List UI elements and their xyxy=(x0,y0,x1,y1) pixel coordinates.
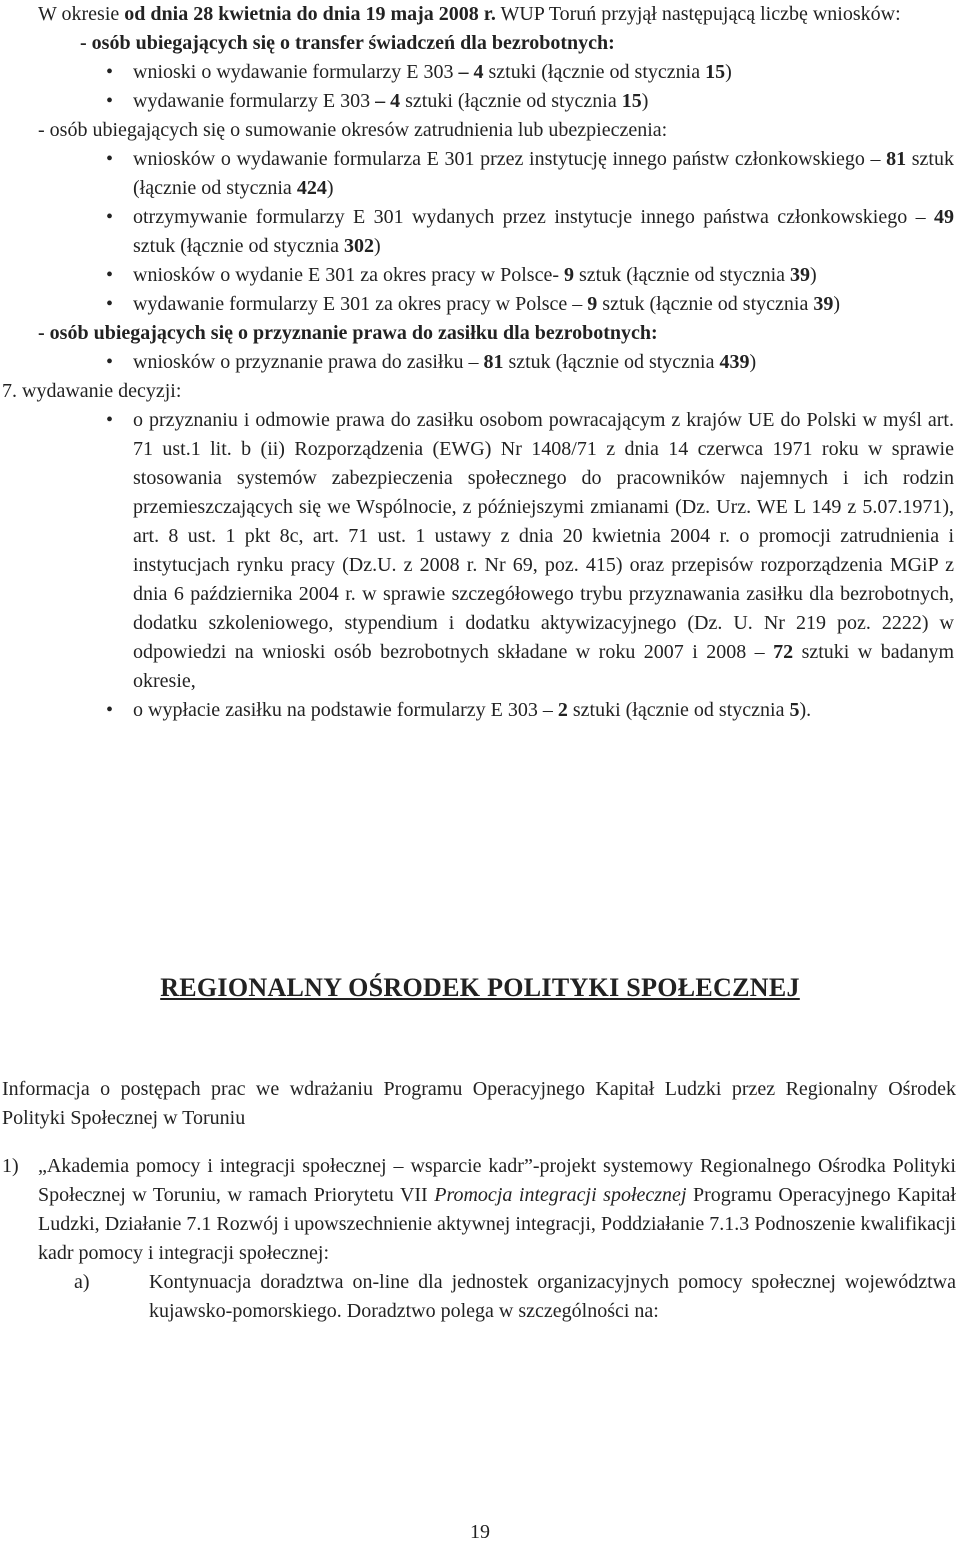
item-number: 1) xyxy=(2,1155,19,1177)
list-item: • wnioski o wydawanie formularzy E 303 – 4 sztuki (łącznie od stycznia 15) xyxy=(133,58,958,87)
group2-list xyxy=(38,145,958,319)
list-item: • otrzymywanie formularzy E 301 wydanych przez instytucje innego państwa członkowskiego – 49 sztuk (łącznie od stycznia 302) xyxy=(133,203,958,261)
sub-item-label: a) xyxy=(74,1271,90,1293)
group3-title: - osób ubiegających się o przyznanie prawa do zasiłku dla bezrobotnych: xyxy=(38,322,658,344)
group4-title: 7. wydawanie decyzji: xyxy=(2,380,182,402)
group1-title: - osób ubiegających się o transfer świadczeń dla bezrobotnych: xyxy=(80,32,615,54)
list-item: • wydawanie formularzy E 301 za okres pracy w Polsce – 9 sztuk (łącznie od stycznia 39) xyxy=(133,290,958,319)
section-heading xyxy=(0,973,960,1005)
list-item: • o przyznaniu i odmowie prawa do zasiłku osobom powracającym z krajów UE do Polski w myśl art. 71 ust.1 lit. b (ii) Rozporządzenia (EWG) Nr 1408/71 z dnia 14 czerwca 1971 roku w sprawie stosowania systemów zabezpieczenia społecznego do pracowników najemnych i ich rodzin przemieszczających się we Wspólnocie, z późniejszymi zmianami (Dz. Urz. WE L 149 z 5.07.1971), art. 8 ust. 1 pkt 8c, art. 71 ust. 1 ustawy z dnia 20 kwietnia 2004 r. o promocji zatrudnienia i instytucjach rynku pracy (Dz.U. z 2008 r. Nr 69, poz. 415) oraz przepisów rozporządzenia MGiP z dnia 6 października 2004 r. w sprawie szczegółowego trybu przyznawania zasiłku dla bezrobotnych, dodatku szkoleniowego, stypendium i dodatku aktywizacyjnego (Dz. U. Nr 219 poz. 2222) w odpowiedzi na wnioski osób bezrobotnych składane w roku 2007 i 2008 – 72 sztuki w badanym okresie, xyxy=(133,406,958,696)
page-number: 19 xyxy=(470,1521,490,1543)
sub-item-a xyxy=(74,1268,956,1326)
group1-list xyxy=(38,58,958,116)
item-text: „Akademia pomocy i integracji społecznej – wsparcie kadr”-projekt systemowy Regionalnego Ośrodka Polityki Społecznej w Toruniu, w ramach Priorytetu VII Promocja integracji społecznej Programu Operacyjnego Kapitał Ludzki, Działanie 7.1 Rozwój i upowszechnienie aktywnej integracji, Poddziałanie 7.1.3 Podnoszenie kwalifikacji kadr pomocy i integracji społecznej: xyxy=(38,1155,956,1264)
list-item: • o wypłacie zasiłku na podstawie formularzy E 303 – 2 sztuki (łącznie od stycznia 5). xyxy=(133,696,958,725)
period-dates: od dnia 28 kwietnia do dnia 19 maja 2008 r. xyxy=(124,3,496,25)
sub-item-text: Kontynuacja doradztwa on-line dla jednostek organizacyjnych pomocy społecznej województwa kujawsko-pomorskiego. Doradztwo polega w szczególności na: xyxy=(149,1271,956,1322)
intro-paragraph: W okresie od dnia 28 kwietnia do dnia 19 maja 2008 r. WUP Toruń przyjął następującą liczbę wniosków: xyxy=(38,3,901,25)
numbered-item-1 xyxy=(2,1152,956,1268)
list-item: • wniosków o przyznanie prawa do zasiłku – 81 sztuk (łącznie od stycznia 439) xyxy=(133,348,958,377)
list-item: • wniosków o wydawanie formularza E 301 przez instytucję innego państw członkowskiego – 81 sztuk (łącznie od stycznia 424) xyxy=(133,145,958,203)
section-title: REGIONALNY OŚRODEK POLITYKI SPOŁECZNEJ xyxy=(160,973,800,1002)
info-paragraph: Informacja o postępach prac we wdrażaniu Programu Operacyjnego Kapitał Ludzki przez Regionalny Ośrodek Polityki Społecznej w Toruniu xyxy=(2,1078,956,1129)
group4-list xyxy=(38,406,958,725)
group3-list xyxy=(38,348,958,377)
list-item: • wniosków o wydanie E 301 za okres pracy w Polsce- 9 sztuk (łącznie od stycznia 39) xyxy=(133,261,958,290)
group2-title: - osób ubiegających się o sumowanie okresów zatrudnienia lub ubezpieczenia: xyxy=(38,119,668,141)
list-item: • wydawanie formularzy E 303 – 4 sztuki (łącznie od stycznia 15) xyxy=(133,87,958,116)
wup-intro-section xyxy=(2,0,958,725)
